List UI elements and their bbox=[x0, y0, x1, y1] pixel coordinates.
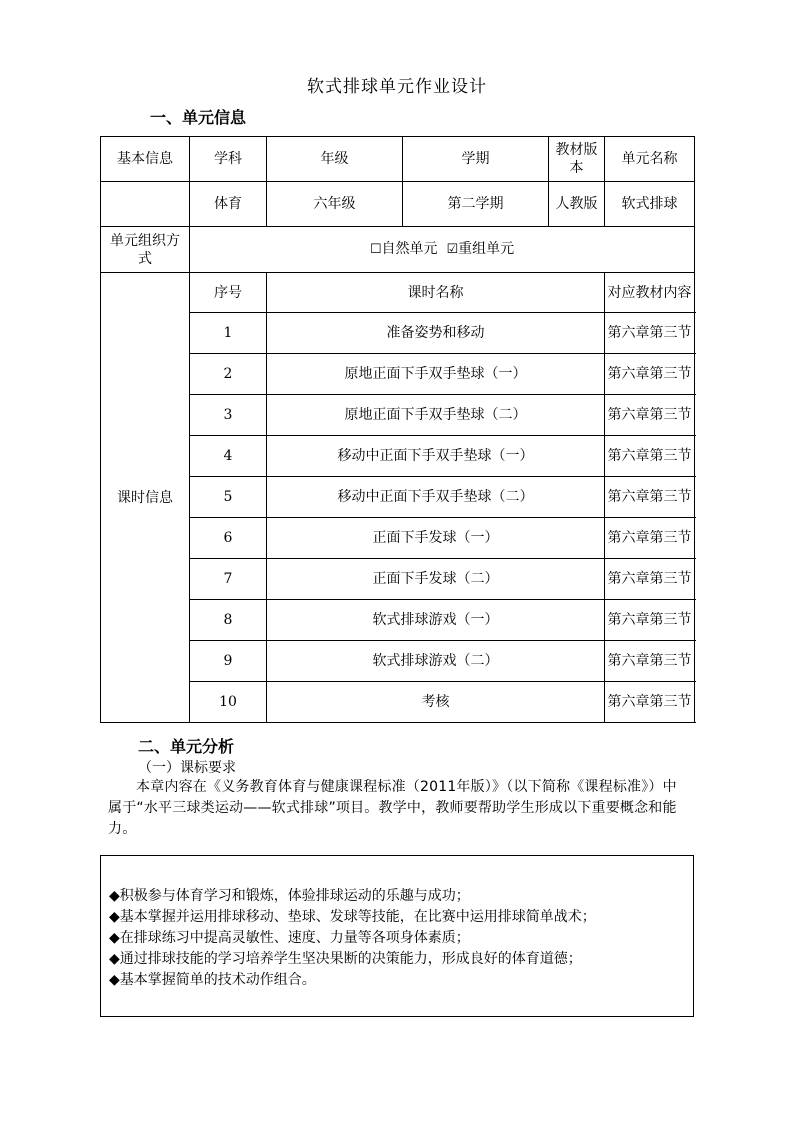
header-term: 学期 bbox=[403, 137, 549, 182]
lesson-no: 9 bbox=[190, 641, 267, 682]
lesson-content: 第六章第三节 bbox=[605, 641, 695, 682]
lesson-no: 10 bbox=[190, 682, 267, 723]
lesson-content: 第六章第三节 bbox=[605, 313, 695, 354]
option-natural-unit: 自然单元 bbox=[381, 241, 438, 257]
lesson-name: 软式排球游戏（一） bbox=[267, 600, 605, 641]
unit-info-table bbox=[100, 136, 695, 723]
lesson-content: 第六章第三节 bbox=[605, 354, 695, 395]
header-subject: 学科 bbox=[190, 137, 267, 182]
lesson-no: 5 bbox=[190, 477, 267, 518]
lesson-content: 第六章第三节 bbox=[605, 559, 695, 600]
document-title: 软式排球单元作业设计 bbox=[307, 77, 487, 97]
lesson-name: 原地正面下手双手垫球（二） bbox=[267, 395, 605, 436]
basic-info-label: 基本信息 bbox=[101, 137, 190, 182]
lesson-no: 3 bbox=[190, 395, 267, 436]
lesson-no: 2 bbox=[190, 354, 267, 395]
table-row bbox=[101, 273, 695, 313]
lesson-name: 正面下手发球（一） bbox=[267, 518, 605, 559]
list-item: ◆在排球练习中提高灵敏性、速度、力量等各项身体素质； bbox=[109, 930, 470, 946]
lesson-name: 软式排球游戏（二） bbox=[267, 641, 605, 682]
header-edition: 教材版本 bbox=[549, 137, 605, 182]
goals-list bbox=[109, 886, 596, 991]
header-lesson-name: 课时名称 bbox=[267, 273, 605, 313]
goals-box bbox=[100, 855, 694, 1017]
table-row bbox=[101, 182, 695, 227]
value-grade: 六年级 bbox=[267, 182, 403, 227]
value-unit-name: 软式排球 bbox=[605, 182, 695, 227]
table-row bbox=[101, 137, 695, 182]
header-grade: 年级 bbox=[267, 137, 403, 182]
lesson-info-label: 课时信息 bbox=[101, 273, 190, 723]
lesson-content: 第六章第三节 bbox=[605, 600, 695, 641]
table-row bbox=[101, 518, 695, 559]
list-item: ◆基本掌握简单的技术动作组合。 bbox=[109, 972, 316, 988]
lesson-name: 正面下手发球（二） bbox=[267, 559, 605, 600]
list-item: ◆基本掌握并运用排球移动、垫球、发球等技能，在比赛中运用排球简单战术； bbox=[109, 909, 596, 925]
lesson-name: 准备姿势和移动 bbox=[267, 313, 605, 354]
lesson-content: 第六章第三节 bbox=[605, 395, 695, 436]
lesson-no: 4 bbox=[190, 436, 267, 477]
value-subject: 体育 bbox=[190, 182, 267, 227]
table-row bbox=[101, 227, 695, 273]
checkbox-unchecked-icon: ☐ bbox=[369, 242, 382, 257]
lesson-name: 原地正面下手双手垫球（一） bbox=[267, 354, 605, 395]
value-term: 第二学期 bbox=[403, 182, 549, 227]
org-options bbox=[190, 227, 695, 273]
lesson-name: 移动中正面下手双手垫球（二） bbox=[267, 477, 605, 518]
lesson-content: 第六章第三节 bbox=[605, 682, 695, 723]
table-row bbox=[101, 600, 695, 641]
table-row bbox=[101, 313, 695, 354]
section-heading-unit-analysis: 二、单元分析 bbox=[138, 737, 235, 756]
option-restructured-unit: 重组单元 bbox=[458, 241, 515, 257]
lesson-content: 第六章第三节 bbox=[605, 436, 695, 477]
lesson-no: 7 bbox=[190, 559, 267, 600]
lesson-name: 考核 bbox=[267, 682, 605, 723]
lesson-content: 第六章第三节 bbox=[605, 518, 695, 559]
list-item: ◆积极参与体育学习和锻炼，体验排球运动的乐趣与成功； bbox=[109, 888, 470, 904]
lesson-no: 6 bbox=[190, 518, 267, 559]
table-row bbox=[101, 477, 695, 518]
header-content: 对应教材内容 bbox=[605, 273, 695, 313]
table-row bbox=[101, 641, 695, 682]
table-row bbox=[101, 559, 695, 600]
lesson-no: 1 bbox=[190, 313, 267, 354]
table-row bbox=[101, 354, 695, 395]
checkbox-checked-icon: ☑ bbox=[446, 242, 459, 257]
lesson-name: 移动中正面下手双手垫球（一） bbox=[267, 436, 605, 477]
subsection-heading-curriculum: （一）课标要求 bbox=[138, 760, 236, 776]
table-row bbox=[101, 395, 695, 436]
value-edition: 人教版 bbox=[549, 182, 605, 227]
list-item: ◆通过排球技能的学习培养学生坚决果断的决策能力，形成良好的体育道德； bbox=[109, 951, 582, 967]
header-unit-name: 单元名称 bbox=[605, 137, 695, 182]
table-row bbox=[101, 682, 695, 723]
org-label: 单元组织方式 bbox=[101, 227, 190, 273]
empty-cell bbox=[101, 182, 190, 227]
lesson-content: 第六章第三节 bbox=[605, 477, 695, 518]
table-row bbox=[101, 436, 695, 477]
intro-paragraph: 本章内容在《义务教育体育与健康课程标准（2011年版）》（以下简称《课程标准》）中属于“水平三球类运动——软式排球”项目。教学中，教师要帮助学生形成以下重要概念和能力。 bbox=[108, 779, 677, 837]
header-no: 序号 bbox=[190, 273, 267, 313]
section-heading-unit-info: 一、单元信息 bbox=[150, 108, 247, 127]
lesson-no: 8 bbox=[190, 600, 267, 641]
